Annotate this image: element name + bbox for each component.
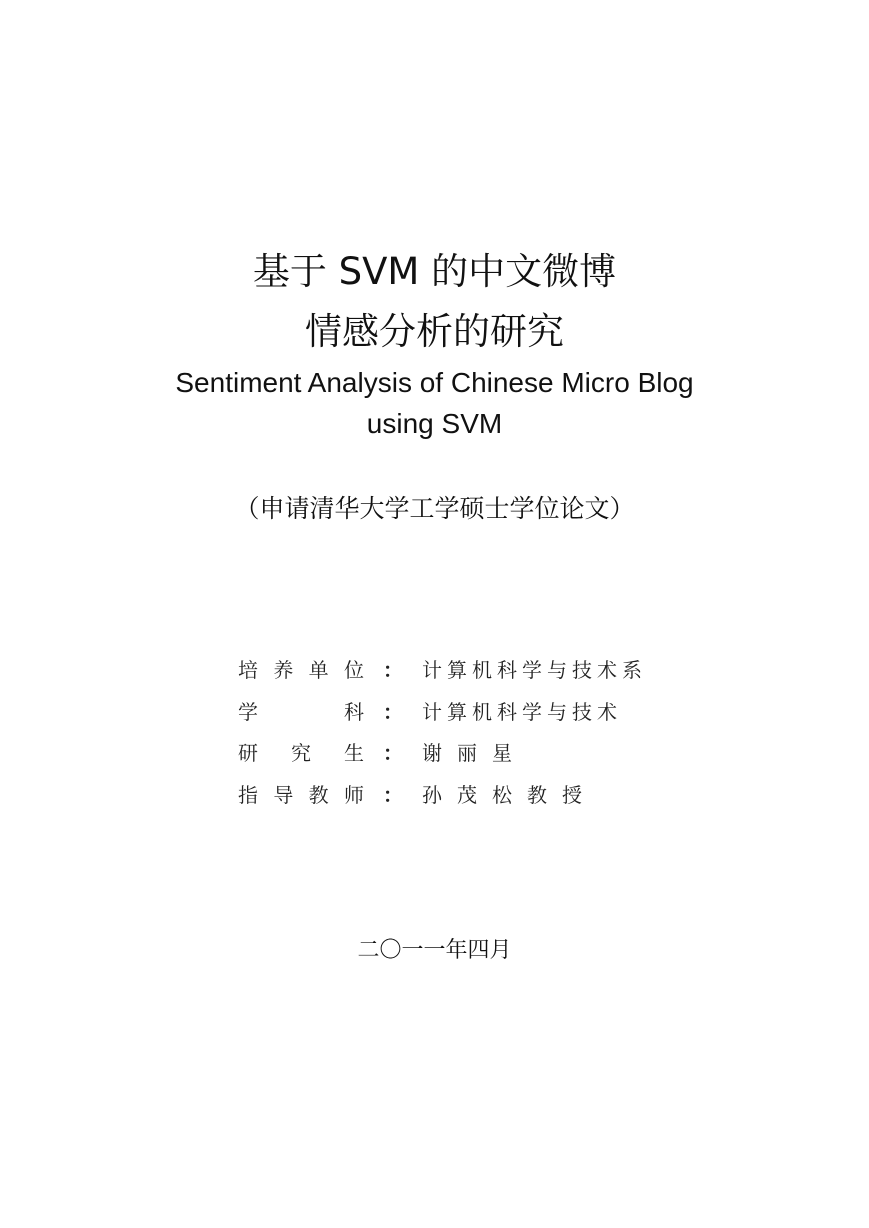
label-char: 教 [308,782,329,807]
info-row-student [238,731,658,773]
label-char: 研 [238,741,258,766]
info-label-department [238,654,364,683]
label-char: 学 [238,699,258,724]
label-char: 导 [273,782,294,807]
label-char: 生 [344,741,364,766]
submission-date: 二〇一一年四月 [357,938,512,963]
info-colon: ： [383,741,403,766]
info-value-advisor: 孙茂松教授 [422,782,597,807]
info-colon: ： [383,782,403,807]
info-label-student [238,737,364,766]
label-char: 单 [308,658,329,683]
label-char: 究 [291,741,311,766]
info-row-department [238,648,658,690]
info-colon: ： [383,699,403,724]
label-char: 指 [238,782,258,807]
label-char: 养 [273,658,294,683]
title-chinese-line-1: 基于 SVM 的中文微博 [252,250,617,293]
info-row-discipline [238,690,658,732]
info-row-advisor [238,773,658,815]
label-char: 科 [344,699,364,724]
label-char: 位 [343,658,364,683]
thesis-info-table [238,648,658,814]
title-chinese-line-2: 情感分析的研究 [305,310,564,353]
title-english-line-2: using SVM [366,408,503,439]
info-value-student: 谢丽星 [422,741,527,766]
title-english-line-1: Sentiment Analysis of Chinese Micro Blog [175,367,694,398]
label-char: 培 [238,658,258,683]
label-char: 师 [343,782,364,807]
info-value-department: 计算机科学与技术系 [422,658,647,683]
info-label-advisor [238,779,364,808]
info-value-discipline: 计算机科学与技术 [422,699,622,724]
info-colon: ： [383,658,403,683]
degree-statement: （申请清华大学工学硕士学位论文） [234,494,635,523]
info-label-discipline [238,696,364,725]
